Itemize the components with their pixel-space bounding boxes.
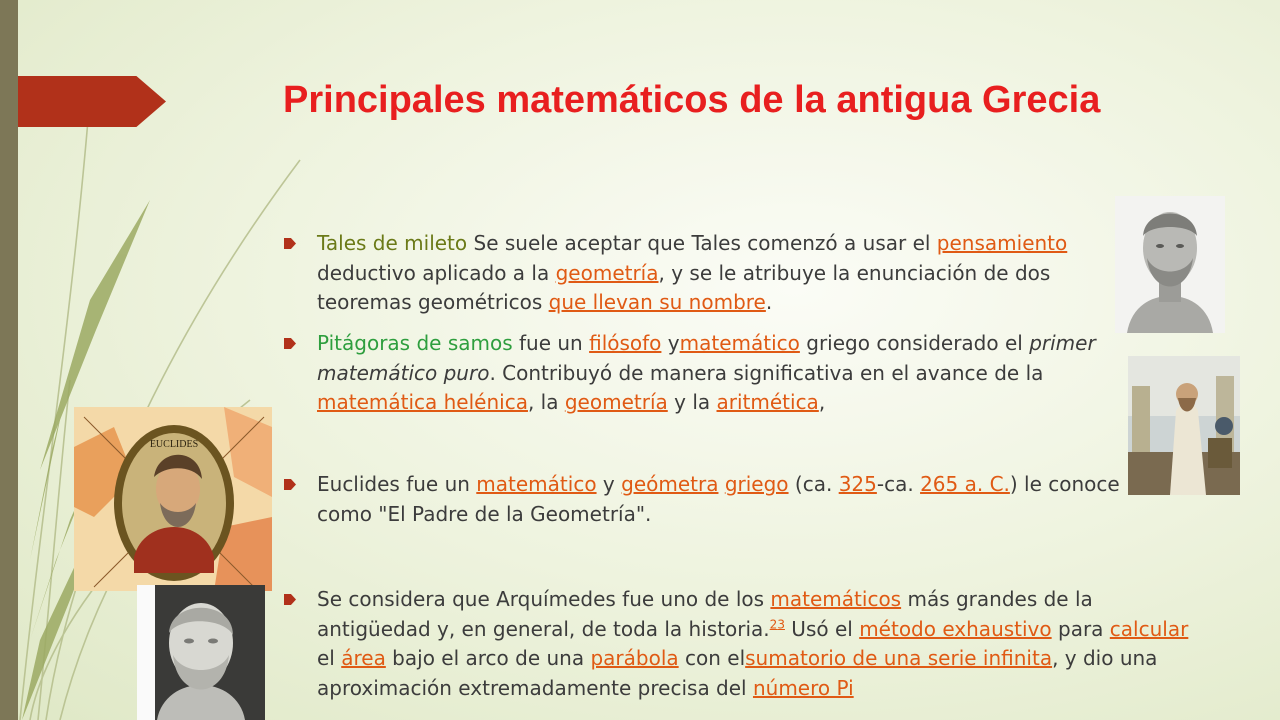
text: para bbox=[1051, 616, 1110, 641]
text: , y se le atribuye la enunciación de dos teoremas geométricos bbox=[317, 260, 1051, 314]
link-filosofo[interactable]: filósofo bbox=[589, 331, 662, 355]
link-calcular[interactable]: calcular bbox=[1109, 616, 1189, 641]
text: , y dio una aproximación extremadamente precisa del bbox=[317, 646, 1158, 700]
link-geometria[interactable]: geometría bbox=[564, 390, 668, 414]
link-que-llevan-su-nombre[interactable]: que llevan su nombre bbox=[548, 290, 766, 314]
text: y la bbox=[667, 390, 717, 414]
mathematician-name: Pitágoras de samos bbox=[317, 331, 513, 355]
link-area[interactable]: área bbox=[341, 646, 386, 670]
text: Usó el bbox=[784, 616, 860, 641]
text: , bbox=[818, 390, 826, 414]
link-matematico[interactable]: matemático bbox=[679, 331, 800, 355]
link-pensamiento[interactable]: pensamiento bbox=[936, 231, 1068, 255]
text: Euclides fue un bbox=[317, 472, 477, 496]
text: Se considera que Arquímedes fue uno de los bbox=[317, 587, 771, 611]
euclid-inscription: EUCLIDES bbox=[149, 439, 199, 450]
bullet-thales bbox=[284, 229, 1144, 318]
text: bajo el arco de una bbox=[385, 646, 591, 670]
mathematician-name: Tales de mileto bbox=[317, 231, 468, 255]
archimedes-bust-image bbox=[137, 585, 265, 720]
link-matematico[interactable]: matemático bbox=[476, 472, 597, 496]
link-265-ac[interactable]: 265 a. C. bbox=[920, 472, 1010, 496]
link-aritmetica[interactable]: aritmética bbox=[716, 390, 819, 414]
euclid-medallion-image bbox=[74, 407, 272, 591]
text: fue un bbox=[512, 331, 590, 355]
header-arrow-tab bbox=[18, 76, 166, 127]
link-geometra[interactable]: geómetra bbox=[621, 472, 719, 496]
link-numero-pi[interactable]: número Pi bbox=[752, 675, 854, 700]
bullet-text bbox=[284, 585, 1204, 703]
link-matematicos[interactable]: matemáticos bbox=[770, 587, 902, 611]
text: griego considerado el bbox=[799, 331, 1030, 355]
bullet-text bbox=[284, 229, 1144, 318]
text: más grandes de la antigüedad y, en general, de toda la historia. bbox=[317, 587, 1093, 641]
link-geometria[interactable]: geometría bbox=[555, 260, 659, 285]
slide-title: Principales matemáticos de la antigua Grecia bbox=[283, 79, 1101, 121]
text: ) le conoce como "El Padre de la Geometría". bbox=[317, 472, 1120, 526]
link-griego[interactable]: griego bbox=[724, 472, 789, 496]
bullet-archimedes bbox=[284, 585, 1204, 703]
emphasis-primer-matematico-puro: primer matemático puro bbox=[317, 331, 1096, 385]
link-parabola[interactable]: parábola bbox=[590, 646, 679, 670]
text: el bbox=[317, 646, 342, 670]
text: deductivo aplicado a la bbox=[317, 260, 556, 285]
bullet-euclid bbox=[284, 470, 1144, 529]
text: (ca. bbox=[788, 472, 839, 496]
text: y bbox=[596, 472, 622, 496]
footnote-link-3[interactable]: 3 bbox=[777, 616, 785, 631]
text: , la bbox=[527, 390, 565, 414]
link-325[interactable]: 325 bbox=[838, 472, 877, 496]
link-sumatorio-serie-infinita[interactable]: sumatorio de una serie infinita bbox=[745, 646, 1053, 670]
text: con el bbox=[678, 646, 746, 670]
bullet-text bbox=[284, 329, 1114, 418]
link-metodo-exhaustivo[interactable]: método exhaustivo bbox=[859, 616, 1052, 641]
bullet-pythagoras bbox=[284, 329, 1114, 418]
text: . bbox=[765, 290, 773, 314]
text: y bbox=[661, 331, 680, 355]
thales-bust-image bbox=[1115, 196, 1225, 333]
link-matematica-helenica[interactable]: matemática helénica bbox=[317, 390, 528, 414]
text: -ca. bbox=[876, 472, 921, 496]
footnote-link-2[interactable]: 2 bbox=[769, 616, 778, 631]
text: . Contribuyó de manera significativa en el avance de la bbox=[489, 360, 1044, 385]
bullet-text bbox=[284, 470, 1144, 529]
pythagoras-figure-image bbox=[1128, 356, 1240, 495]
text: Se suele aceptar que Tales comenzó a usar el bbox=[473, 231, 937, 255]
